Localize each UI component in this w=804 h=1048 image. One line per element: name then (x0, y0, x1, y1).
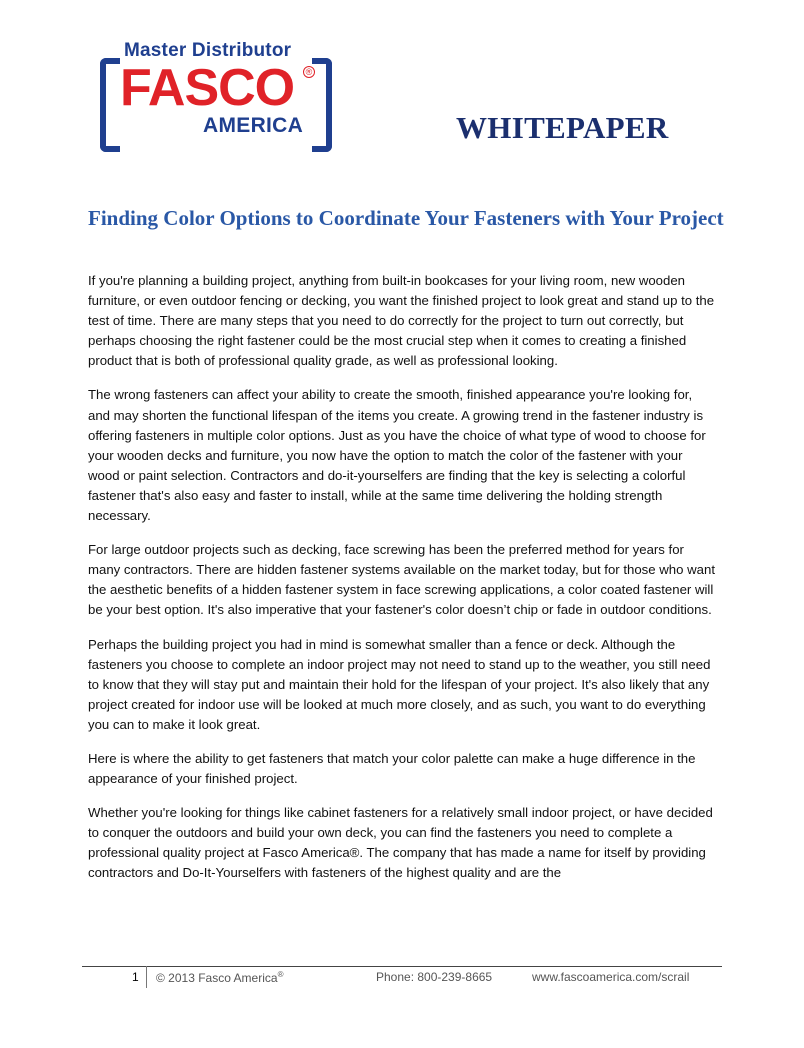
page-number: 1 (132, 970, 139, 984)
document-type-label: WHITEPAPER (456, 110, 669, 145)
paragraph: For large outdoor projects such as decking, face screwing has been the preferred method for years for many contractors. There are hidden fastener systems available on the market today, but for those who want the aesthetic benefits of a hidden fastener system in face screwing applications, a color coated fastener will be your best option. It's also imperative that your fastener's color doesn’t chip or fade in outdoor conditions. (88, 542, 715, 618)
website-url: www.fascoamerica.com/scrail (532, 970, 690, 984)
paragraph: Perhaps the building project you had in mind is somewhat smaller than a fence or deck. Although the fasteners you choose to complete an indoor project may not need to stand up to the weather, you still need to know that they will stay put and maintain their hold for the lifespan of your project. It's also likely that any project created for indoor use will be looked at much more closely, and as such, you want to do everything you can to make it look great. (88, 636, 711, 732)
fasco-america-logo (100, 40, 332, 145)
paragraph: Here is where the ability to get fasteners that match your color palette can make a huge difference in the appearance of your finished project. (88, 750, 696, 787)
copyright-registered-mark: ® (277, 970, 284, 979)
logo-wordmark: FASCO (120, 59, 295, 117)
copyright-text: © 2013 Fasco America (156, 971, 278, 985)
paragraph: Whether you're looking for things like cabinet fasteners for a relatively small indoor project, or have decided to conquer the outdoors and build your own deck, you can find the fasteners you need to complete a professional quality project at Fasco America®. The company that has made a name for itself by providing contractors and Do-It-Yourselfers with fasteners of the highest quality and are the (88, 805, 713, 881)
document-title: Finding Color Options to Coordinate Your Fasteners with Your Project (88, 206, 724, 230)
logo-registered-mark (303, 66, 315, 78)
copyright-notice (156, 970, 283, 985)
logo-subtitle: AMERICA (203, 114, 304, 137)
body-text (88, 271, 716, 898)
logo-right-bracket (312, 58, 332, 152)
logo-tagline: Master Distributor (124, 40, 292, 61)
paragraph: The wrong fasteners can affect your ability to create the smooth, finished appearance you're looking for, and may shorten the functional lifespan of the items you create. A growing trend in the fastener industry is offering fasteners in multiple color options. Just as you have the choice of what type of wood to choose for your wooden decks and furniture, you now have the option to match the color of the fastener with your wood or paint selection. Contractors and do-it-yourselfers are finding that the key is selecting a colorful fastener that's also easy and faster to install, while at the same time delivering the holding strength necessary. (88, 387, 706, 524)
phone-number: Phone: 800-239-8665 (376, 970, 493, 984)
logo-left-bracket (100, 58, 120, 152)
paragraph: If you're planning a building project, anything from built-in bookcases for your living room, new wooden furniture, or even outdoor fencing or decking, you want the finished project to look great and stand up to the test of time. There are many steps that you need to do correctly for the project to turn out correctly, but perhaps choosing the right fastener could be the most crucial step when it comes to creating a finished product that is both of professional quality grade, as well as professional looking. (88, 273, 715, 369)
logo-registered-symbol: ® (305, 67, 313, 77)
page-footer (82, 970, 722, 990)
footer-separator (146, 966, 147, 988)
footer-divider (82, 966, 722, 967)
